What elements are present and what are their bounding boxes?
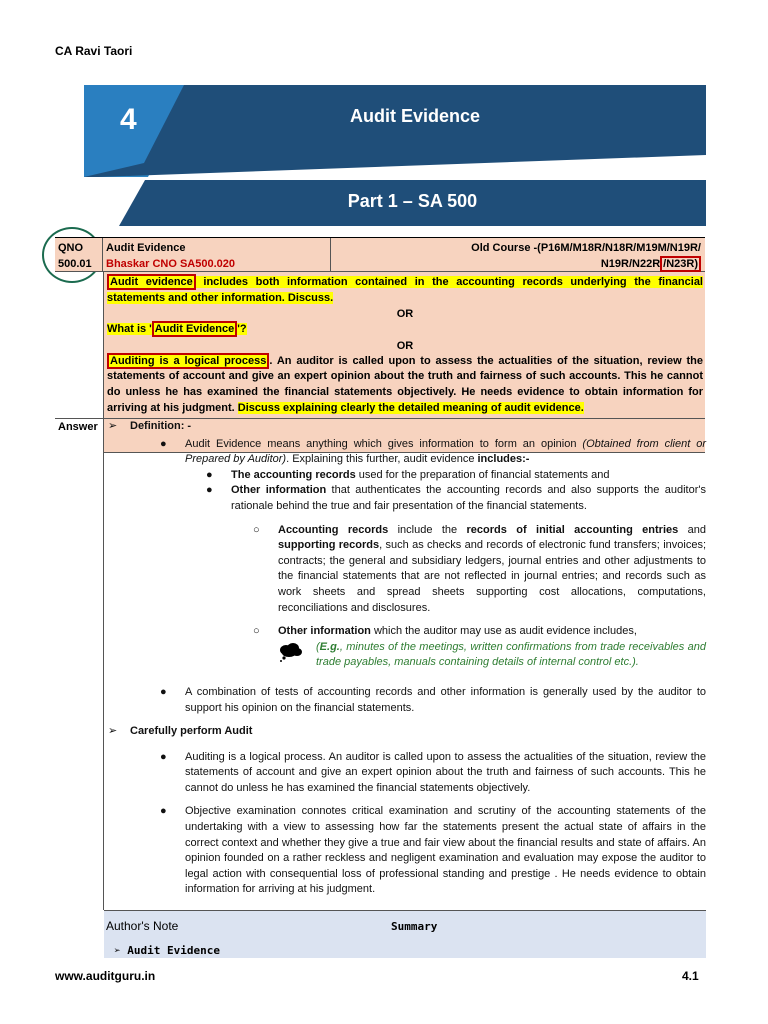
- authors-note: [104, 910, 706, 958]
- part-title: Part 1 – SA 500: [347, 191, 478, 211]
- q2-term: Audit Evidence: [152, 321, 237, 337]
- chapter-number: 4: [120, 103, 137, 136]
- part-banner: [119, 180, 706, 226]
- ar-b2: records of initial accounting entries: [466, 523, 679, 536]
- list-item: [108, 750, 706, 797]
- inc2-bold: Other information: [231, 484, 327, 497]
- question-header: [55, 237, 705, 272]
- bullet-icon: ●: [160, 437, 167, 450]
- heading-definition: [108, 419, 706, 435]
- arrow-icon: ➢: [108, 725, 118, 738]
- answer-label: Answer: [58, 421, 98, 433]
- ar-t3: , such as checks and records of electronic fund transfers; invoices; contracts; the general and subsidiary ledgers, journal entries and other adjustments to the financial statements that are not reflected in journal entries; and records such as work sheets and spread sheets supporting cost allocations, computations, reconciliations and disclosures.: [278, 539, 706, 614]
- list-item: [108, 685, 706, 716]
- bullet-icon: ●: [206, 484, 213, 497]
- question-para-3: [107, 354, 703, 416]
- q1-highlight-term: Audit evidence: [107, 274, 196, 290]
- heading-careful: [108, 724, 706, 740]
- course-line-2b: /N23R): [660, 256, 701, 272]
- qno-cell: [55, 238, 103, 271]
- combo-text: A combination of tests of accounting records and other information is generally used by the auditor to support his opinion on the financial statements.: [185, 685, 706, 714]
- authors-note-label: Author's Note: [106, 919, 179, 933]
- course-line-1: Old Course -(P16M/M18R/N18R/M19M/N19R/: [471, 242, 701, 254]
- q3-highlight-end: Discuss explaining clearly the detailed meaning of audit evidence.: [237, 401, 584, 414]
- chapter-banner: [84, 85, 706, 177]
- def-text-d: includes:-: [477, 453, 530, 466]
- bullet-icon: ●: [206, 468, 213, 481]
- answer-content: [108, 419, 706, 898]
- summary-label: Summary: [391, 920, 438, 933]
- footer-website: www.auditguru.in: [55, 969, 156, 983]
- def-text-a: Audit Evidence means anything which gives information to form an opinion: [185, 437, 583, 450]
- footer-page-number: 4.1: [682, 969, 699, 983]
- qno-label: QNO: [58, 242, 84, 254]
- heading-definition-text: Definition: -: [130, 420, 192, 432]
- question-source: Bhaskar CNO SA500.020: [106, 258, 236, 270]
- course-line-2: [331, 256, 701, 272]
- example-b: E.g.: [319, 640, 340, 653]
- list-item: [108, 624, 706, 640]
- inc1-text: used for the preparation of financial statements and: [355, 468, 610, 481]
- arrow-icon: ➢: [108, 420, 118, 432]
- care1-text: Auditing is a logical process. An auditor is called upon to assess the actualities of the situation, review the statements of account and give an expert opinion about the truth and fairness of such accounts. This he cannot do unless he has examined the financial statements objectively.: [185, 750, 706, 794]
- question-para-2: [107, 322, 703, 338]
- or-separator-2: OR: [396, 339, 414, 352]
- ar-b1: Accounting records: [278, 523, 389, 536]
- or-separator-1: OR: [396, 308, 414, 321]
- answer-column-divider: [103, 418, 104, 910]
- list-item: [108, 468, 706, 484]
- def-text-c: . Explaining this further, audit evidence: [286, 453, 478, 466]
- question-para-1: [107, 275, 703, 306]
- question-topic: Audit Evidence: [106, 242, 186, 254]
- bullet-icon: ●: [160, 750, 167, 763]
- circle-bullet-icon: ○: [253, 625, 260, 638]
- ar-t2: and: [678, 523, 706, 536]
- q3-highlight-term: Auditing is a logical process: [107, 353, 269, 369]
- thought-cloud-icon: [278, 642, 304, 662]
- chapter-title: Audit Evidence: [350, 106, 481, 126]
- bullet-icon: ●: [160, 685, 167, 698]
- circle-bullet-icon: ○: [253, 523, 260, 536]
- qno-value: 500.01: [58, 258, 92, 270]
- ar-t1: include the: [388, 523, 467, 536]
- example-a: (: [316, 640, 320, 653]
- q1-highlight-text: includes both information contained in the accounting records underlying the financial statements and other information. Discuss.: [107, 276, 703, 304]
- oi-bold: Other information: [278, 625, 371, 638]
- heading-careful-text: Carefully perform Audit: [130, 725, 253, 738]
- oi-text: which the auditor may use as audit evidence includes,: [370, 625, 637, 638]
- example-c: , minutes of the meetings, written confirmations from trade receivables and trade payables, manuals containing details of internal control etc.).: [316, 640, 706, 669]
- care2-text: Objective examination connotes critical examination and scrutiny of the accounting statements of the undertaking with a view to assessing how far the statements present the actual state of affairs in the correct context and whether they give a true and fair view about the financial results and state of affairs. An opinion founded on a rather reckless and negligent examination and evaluation may expose the auditor to legal action with consequential loss of professional standing and prestige . He needs evidence to obtain information for arriving at his judgment.: [185, 805, 706, 896]
- list-item: [108, 523, 706, 617]
- q2-a: What is ': [107, 323, 152, 336]
- author-name: CA Ravi Taori: [55, 44, 133, 58]
- example-note: [108, 640, 706, 671]
- list-item: [108, 804, 706, 898]
- bullet-icon: ●: [160, 805, 167, 818]
- ar-b3: supporting records: [278, 539, 380, 552]
- topic-cell: [103, 238, 331, 271]
- summary-item: ➢ Audit Evidence: [114, 944, 220, 957]
- inc2-text: that authenticates the accounting records and also supports the auditor's rationale behind the true and fair presentation of the financial statements.: [231, 484, 706, 512]
- q2-c: '?: [237, 323, 247, 336]
- list-item: [108, 437, 706, 468]
- course-line-2a: N19R/N22R: [600, 258, 661, 270]
- list-item: [108, 483, 706, 514]
- def-text-b: (Obtained from client or Prepared by Auditor): [185, 437, 707, 466]
- inc1-bold: The accounting records: [231, 468, 356, 481]
- course-cell: [331, 238, 705, 271]
- q3-text: . An auditor is called upon to assess the actualities of the situation, review the statements of account and give an expert opinion about the truth and fairness of such accounts. This he cannot do unless he has examined the financial statements objectively. He needs evidence to obtain information for arriving at his judgment.: [107, 354, 704, 414]
